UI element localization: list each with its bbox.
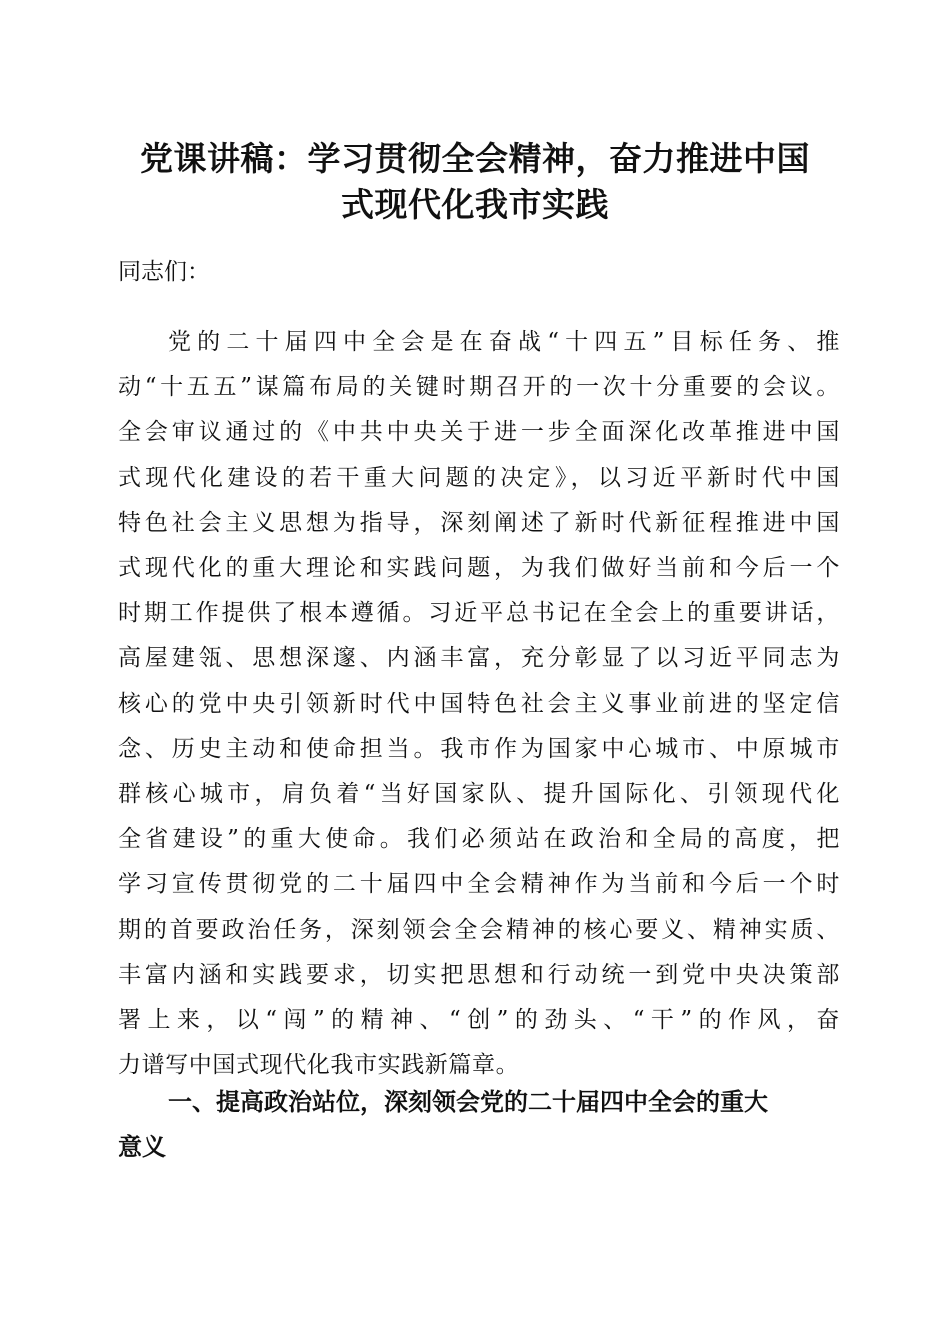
paragraph-line: 力谱写中国式现代化我市实践新篇章。 <box>118 1052 520 1079</box>
salutation: 同志们： <box>118 259 210 285</box>
title-line: 式现代化我市实践 <box>341 185 609 224</box>
paragraph-line: 时期工作提供了根本遵循。习近平总书记在全会上的重要讲话， <box>118 600 840 627</box>
paragraph-line: 特色社会主义思想为指导，深刻阐述了新时代新征程推进中国 <box>118 509 840 536</box>
heading-line: 一、提高政治站位，深刻领会党的二十届四中全会的重大 <box>168 1088 768 1116</box>
paragraph-line: 式现代化的重大理论和实践问题，为我们做好当前和今后一个 <box>118 555 840 582</box>
document-title <box>110 136 840 228</box>
paragraph-line: 动“十五五”谋篇布局的关键时期召开的一次十分重要的会议。 <box>118 374 840 401</box>
section-heading <box>118 1080 840 1170</box>
paragraph-line: 全省建设”的重大使命。我们必须站在政治和全局的高度，把 <box>118 826 840 853</box>
paragraph-line: 署上来，以“闯”的精神、“创”的劲头、“干”的作风，奋 <box>118 1007 840 1034</box>
paragraph-line: 核心的党中央引领新时代中国特色社会主义事业前进的坚定信 <box>118 690 840 717</box>
paragraph-line: 高屋建瓴、思想深邃、内涵丰富，充分彰显了以习近平同志为 <box>118 645 840 672</box>
title-line: 党课讲稿：学习贯彻全会精神，奋力推进中国 <box>140 139 810 178</box>
paragraph-line: 党的二十届四中全会是在奋战“十四五”目标任务、推 <box>168 329 840 355</box>
paragraph-line: 学习宣传贯彻党的二十届四中全会精神作为当前和今后一个时 <box>118 871 840 898</box>
paragraph-line: 式现代化建设的若干重大问题的决定》，以习近平新时代中国 <box>118 464 840 491</box>
paragraph-line: 念、历史主动和使命担当。我市作为国家中心城市、中原城市 <box>118 735 840 762</box>
intro-paragraph <box>118 320 840 1088</box>
paragraph-line: 全会审议通过的《中共中央关于进一步全面深化改革推进中国 <box>118 419 840 446</box>
paragraph-line: 群核心城市，肩负着“当好国家队、提升国际化、引领现代化 <box>118 781 840 808</box>
paragraph-line: 丰富内涵和实践要求，切实把思想和行动统一到党中央决策部 <box>118 961 840 988</box>
paragraph-line: 期的首要政治任务，深刻领会全会精神的核心要义、精神实质、 <box>118 916 840 943</box>
heading-line: 意义 <box>118 1133 166 1161</box>
